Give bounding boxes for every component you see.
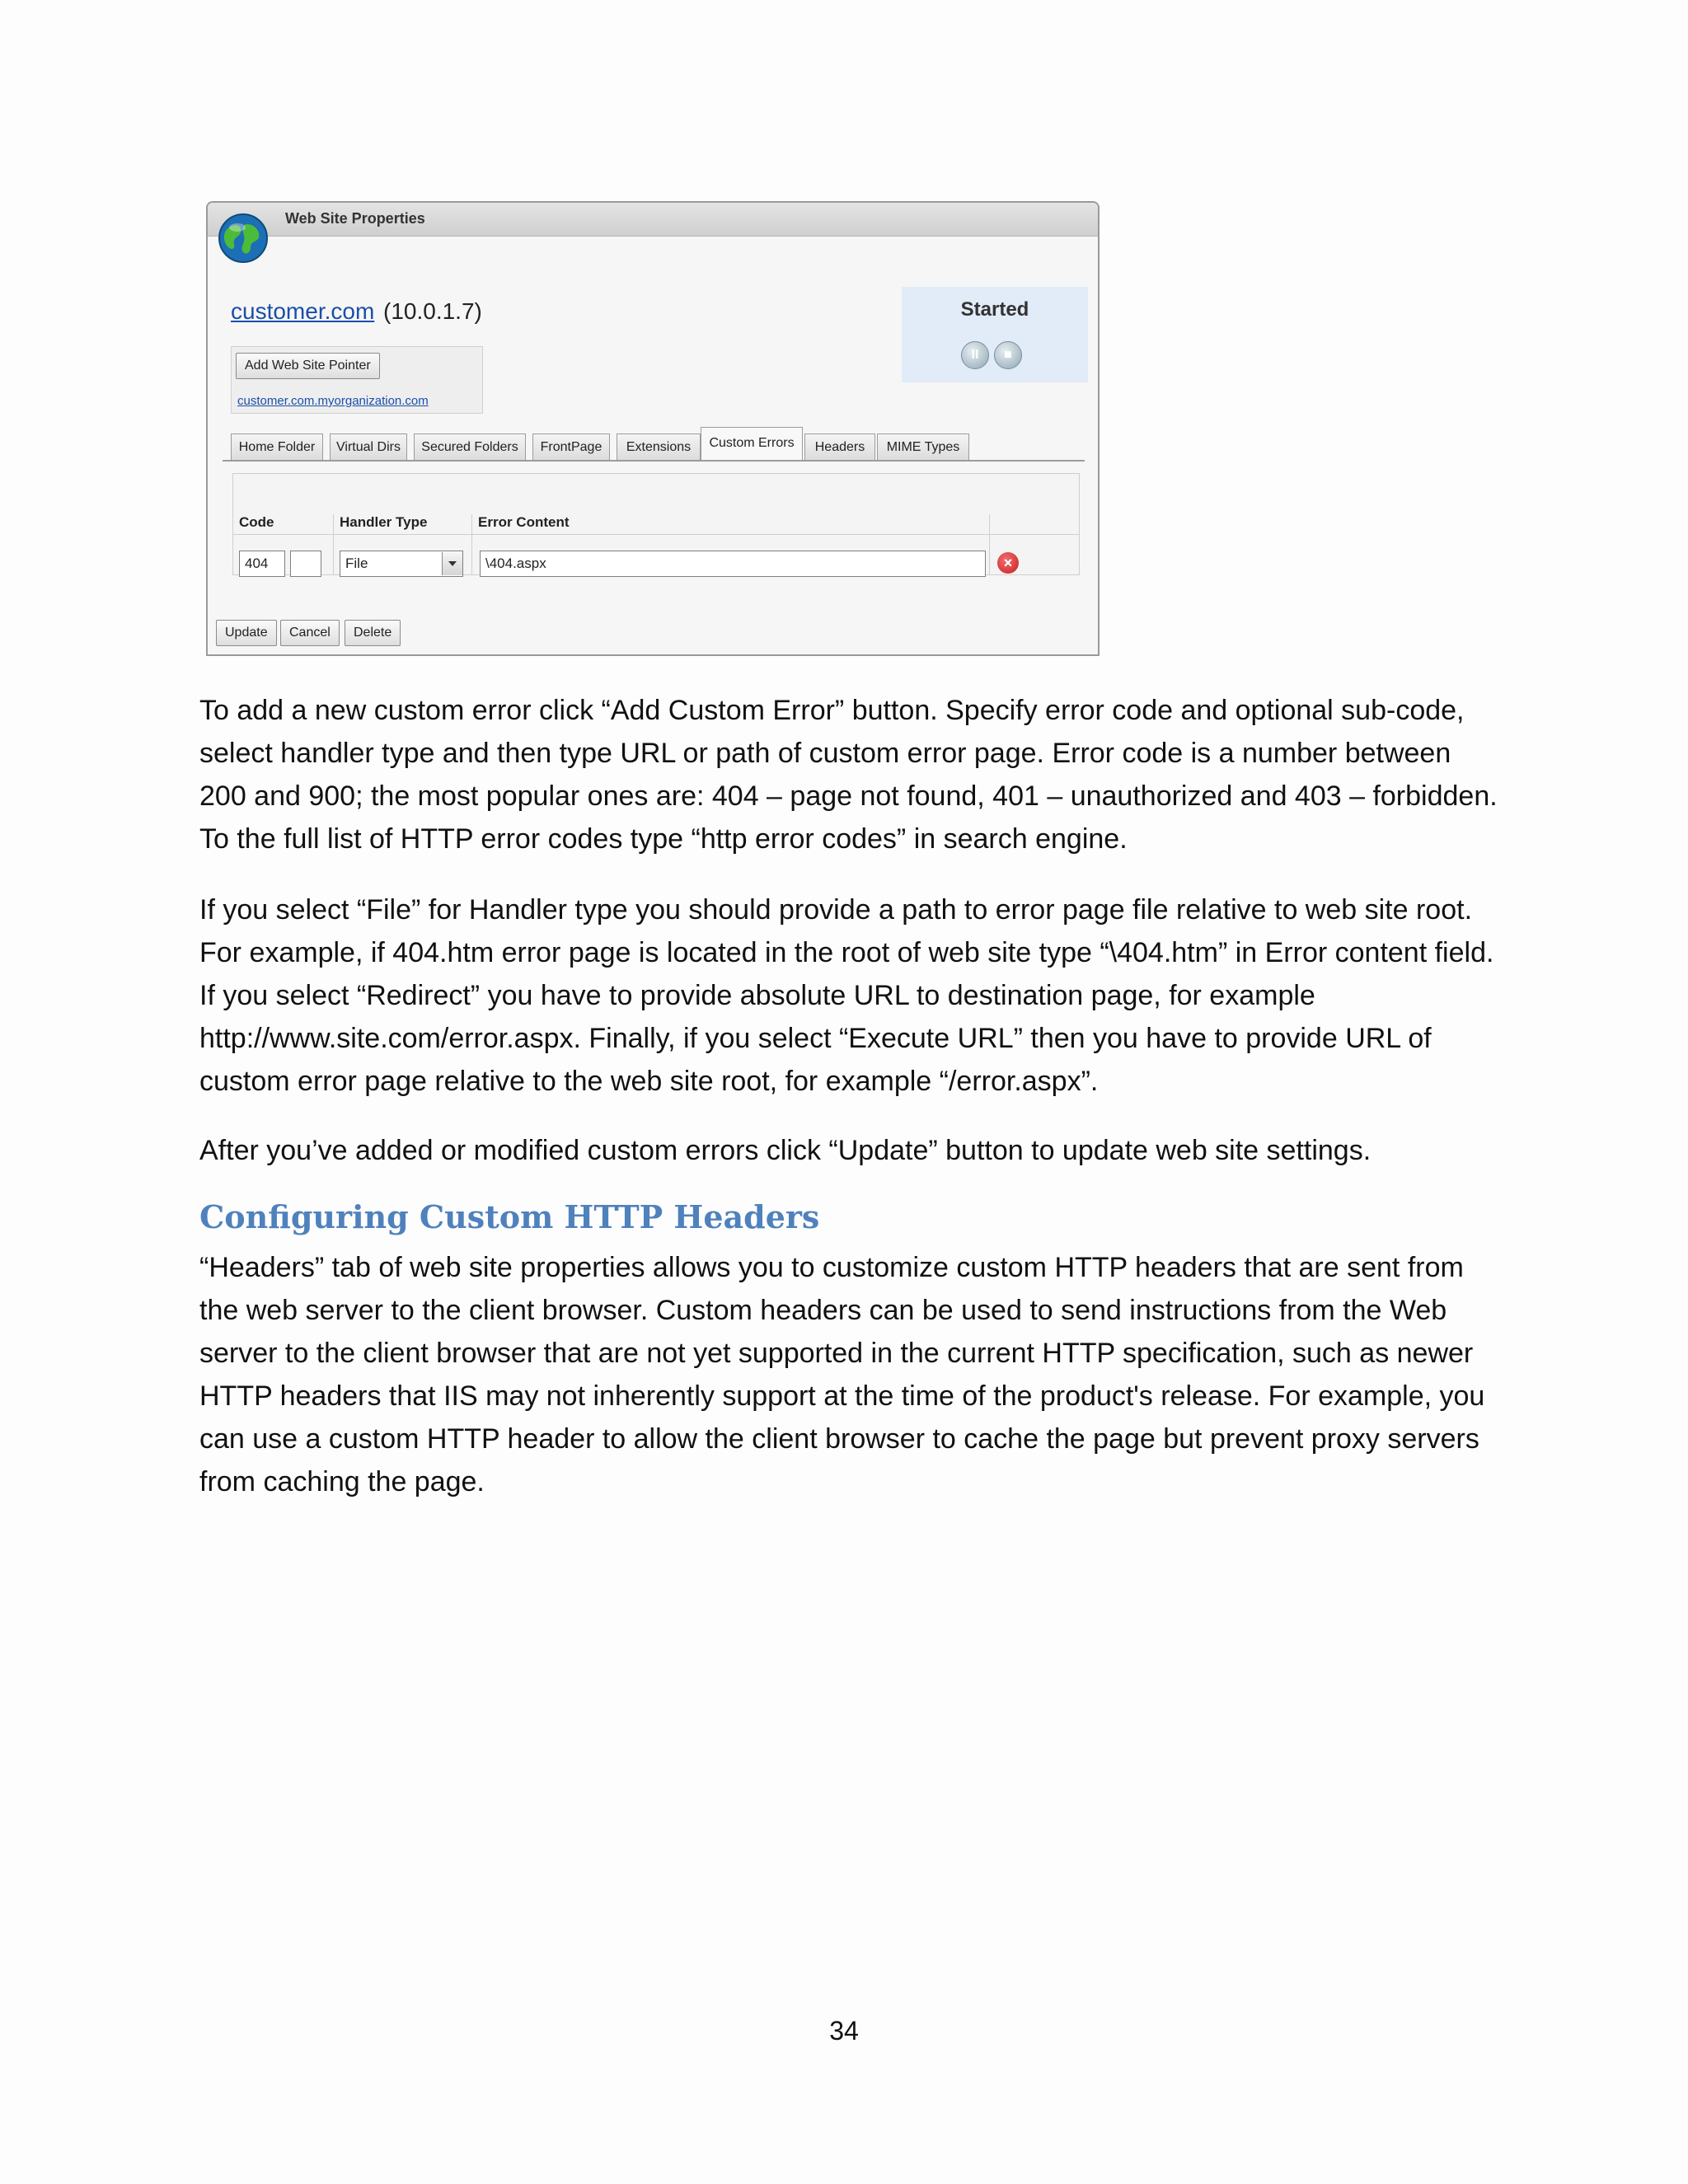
paragraph-add-custom-error: To add a new custom error click “Add Custom Error” button. Specify error code and optional sub-code, select handler type and then type URL or path of custom error page. Error code is a number between 200 and 900; the most popular ones are: 404 – page not found, 401 – unauthorized and 403 – forbidden. To the full list of HTTP error codes type “http error codes” in search engine. [199,695,1498,855]
web-site-pointer-link[interactable]: customer.com.myorganization.com [237,394,429,408]
globe-icon [218,213,269,264]
add-web-site-pointer-button[interactable]: Add Web Site Pointer [236,353,380,379]
tab-mime-types[interactable]: MIME Types [877,434,969,460]
column-divider [989,514,990,575]
status-text: Started [960,298,1029,321]
column-header-error-content: Error Content [478,514,570,530]
column-header-code: Code [239,514,274,530]
status-box [902,287,1088,382]
table-header-divider [232,534,1080,535]
tab-home-folder[interactable]: Home Folder [231,434,323,460]
column-header-handler-type: Handler Type [340,514,428,530]
tab-custom-errors[interactable]: Custom Errors [701,427,803,462]
handler-type-select[interactable]: File [340,551,463,577]
site-name-link[interactable]: customer.com [231,298,375,324]
error-content-input[interactable]: \404.aspx [480,551,986,577]
pause-button[interactable]: II [961,341,989,369]
section-heading: Configuring Custom HTTP Headers [199,1198,820,1235]
update-button[interactable]: Update [216,620,277,646]
column-divider [333,514,334,575]
tab-secured-folders[interactable]: Secured Folders [414,434,526,460]
delete-row-icon[interactable]: × [997,552,1019,574]
column-divider [471,514,472,575]
delete-button[interactable]: Delete [345,620,401,646]
web-site-properties-panel [206,201,1100,656]
error-code-input[interactable]: 404 [239,551,285,577]
tab-frontpage[interactable]: FrontPage [532,434,610,460]
page-number: 34 [829,2016,859,2046]
site-ip: (10.0.1.7) [383,298,482,324]
chevron-down-icon[interactable] [442,552,462,575]
cancel-button[interactable]: Cancel [280,620,340,646]
panel-header [208,203,1098,237]
stop-button[interactable]: ■ [994,341,1022,369]
tab-headers[interactable]: Headers [804,434,875,460]
tab-virtual-dirs[interactable]: Virtual Dirs [330,434,407,460]
tabs-divider [223,460,1085,462]
error-subcode-input[interactable] [290,551,321,577]
paragraph-headers: “Headers” tab of web site properties allows you to customize custom HTTP headers that are sent from the web server to the client browser. Custom headers can be used to send instructions from the Web server to the client browser that are not yet supported in the current HTTP specification, such as newer HTTP headers that IIS may not inherently support at the time of the product's release. For example, you can use a custom HTTP header to allow the client browser to cache the page but prevent proxy servers from caching the page. [199,1252,1485,1497]
panel-title: Web Site Properties [285,210,425,227]
tab-extensions[interactable]: Extensions [617,434,701,460]
paragraph-update: After you’ve added or modified custom errors click “Update” button to update web site settings. [199,1135,1372,1166]
paragraph-handler-types: If you select “File” for Handler type you should provide a path to error page file relative to web site root. For example, if 404.htm error page is located in the root of web site type “\404.htm” in Error content field. If you select “Redirect” you have to provide absolute URL to destination page, for example http://www.site.com/error.aspx. Finally, if you select “Execute URL” then you have to provide URL of custom error page relative to the web site root, for example “/error.aspx”. [199,894,1494,1097]
